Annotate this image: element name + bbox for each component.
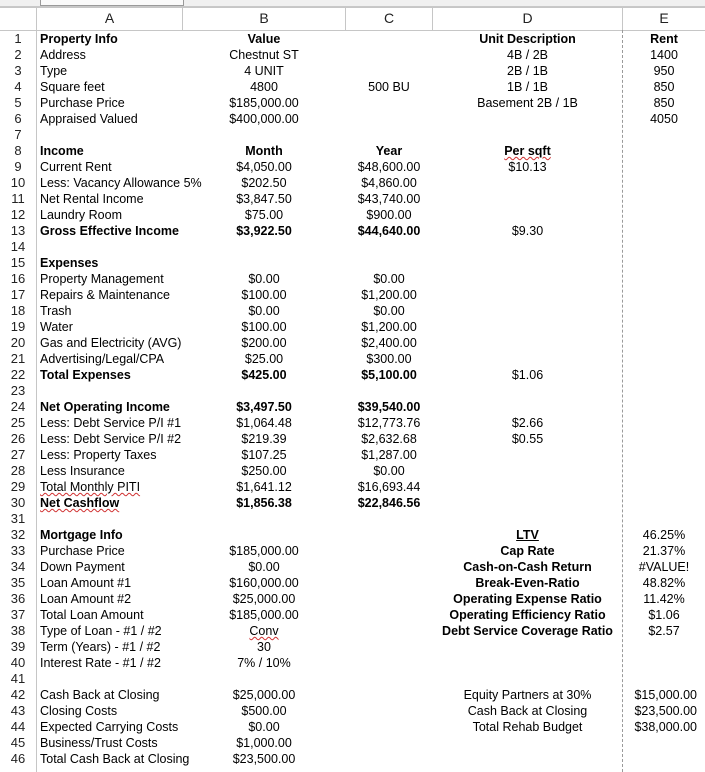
cell-e1[interactable]: Rent — [650, 32, 678, 46]
cell-e6[interactable]: 4050 — [650, 112, 678, 126]
row-header-divider — [36, 7, 37, 772]
cell-a17[interactable]: Repairs & Maintenance — [40, 288, 170, 302]
row-header-9[interactable]: 9 — [14, 159, 22, 174]
cell-a46[interactable]: Total Cash Back at Closing — [40, 752, 190, 766]
cell-b16[interactable]: $0.00 — [248, 272, 280, 286]
cell-b26[interactable]: $219.39 — [241, 432, 287, 446]
cell-b12[interactable]: $75.00 — [244, 208, 284, 222]
cell-d32[interactable]: LTV — [516, 528, 539, 542]
cell-c25[interactable]: $12,773.76 — [357, 416, 421, 430]
row-header-17[interactable]: 17 — [10, 287, 26, 302]
cell-e37[interactable]: $1.06 — [648, 608, 680, 622]
row-header-45[interactable]: 45 — [10, 735, 26, 750]
row-header-2[interactable]: 2 — [14, 47, 22, 62]
cell-a37[interactable]: Total Loan Amount — [40, 608, 144, 622]
select-all-corner[interactable] — [0, 7, 36, 30]
row-header-1[interactable]: 1 — [14, 31, 22, 46]
row-header-4[interactable]: 4 — [14, 79, 22, 94]
cell-a9[interactable]: Current Rent — [40, 160, 112, 174]
cell-e44[interactable]: $38,000.00 — [634, 720, 697, 734]
cell-c20[interactable]: $2,400.00 — [361, 336, 417, 350]
row-header-32[interactable]: 32 — [10, 527, 26, 542]
cell-a27[interactable]: Less: Property Taxes — [40, 448, 157, 462]
cell-b40[interactable]: 7% / 10% — [237, 656, 291, 670]
row-header-27[interactable]: 27 — [10, 447, 26, 462]
row-header-44[interactable]: 44 — [10, 719, 26, 734]
row-header-41[interactable]: 41 — [10, 671, 26, 686]
cell-d9[interactable]: $10.13 — [508, 160, 547, 174]
cell-c19[interactable]: $1,200.00 — [361, 320, 417, 334]
cell-b44[interactable]: $0.00 — [248, 720, 280, 734]
cell-d37[interactable]: Operating Efficiency Ratio — [449, 608, 606, 622]
cell-d33[interactable]: Cap Rate — [500, 544, 555, 558]
cell-a16[interactable]: Property Management — [40, 272, 164, 286]
row-header-42[interactable]: 42 — [10, 687, 26, 702]
cell-b39[interactable]: 30 — [257, 640, 271, 654]
row-header-35[interactable]: 35 — [10, 575, 26, 590]
row-header-22[interactable]: 22 — [10, 367, 26, 382]
cell-a8[interactable]: Income — [40, 144, 84, 158]
cell-c24[interactable]: $39,540.00 — [357, 400, 421, 414]
cell-a11[interactable]: Net Rental Income — [40, 192, 144, 206]
cell-d35[interactable]: Break-Even-Ratio — [475, 576, 580, 590]
cell-a12[interactable]: Laundry Room — [40, 208, 122, 222]
cell-c18[interactable]: $0.00 — [373, 304, 405, 318]
cell-c30[interactable]: $22,846.56 — [357, 496, 421, 510]
cell-b1[interactable]: Value — [247, 32, 281, 46]
cell-b35[interactable]: $160,000.00 — [229, 576, 299, 590]
cell-c13[interactable]: $44,640.00 — [357, 224, 421, 238]
column-divider — [432, 7, 433, 30]
row-header-46[interactable]: 46 — [10, 751, 26, 766]
cell-d4[interactable]: 1B / 1B — [507, 80, 548, 94]
column-divider — [182, 7, 183, 30]
name-box-fragment[interactable] — [40, 0, 184, 6]
cell-c16[interactable]: $0.00 — [373, 272, 405, 286]
row-header-19[interactable]: 19 — [10, 319, 26, 334]
row-header-15[interactable]: 15 — [10, 255, 26, 270]
cell-b22[interactable]: $425.00 — [241, 368, 287, 382]
cell-c27[interactable]: $1,287.00 — [361, 448, 417, 462]
row-header-24[interactable]: 24 — [10, 399, 26, 414]
row-header-3[interactable]: 3 — [14, 63, 22, 78]
cell-b8[interactable]: Month — [245, 144, 283, 158]
row-header-12[interactable]: 12 — [10, 207, 26, 222]
cell-d36[interactable]: Operating Expense Ratio — [453, 592, 602, 606]
row-header-5[interactable]: 5 — [14, 95, 22, 110]
cell-a6[interactable]: Appraised Valued — [40, 112, 138, 126]
cell-d1[interactable]: Unit Description — [479, 32, 576, 46]
cell-e36[interactable]: 11.42% — [643, 592, 685, 606]
cell-a36[interactable]: Loan Amount #2 — [40, 592, 132, 606]
cell-b24[interactable]: $3,497.50 — [236, 400, 292, 414]
page-break-line — [622, 30, 623, 772]
cell-e2[interactable]: 1400 — [650, 48, 678, 62]
row-header-25[interactable]: 25 — [10, 415, 26, 430]
cell-a19[interactable]: Water — [40, 320, 73, 334]
cell-b18[interactable]: $0.00 — [248, 304, 280, 318]
cell-a1[interactable]: Property Info — [40, 32, 118, 46]
cell-d44[interactable]: Total Rehab Budget — [472, 720, 583, 734]
row-header-33[interactable]: 33 — [10, 543, 26, 558]
cell-a43[interactable]: Closing Costs — [40, 704, 118, 718]
cell-d2[interactable]: 4B / 2B — [507, 48, 548, 62]
cell-c29[interactable]: $16,693.44 — [357, 480, 421, 494]
row-header-13[interactable]: 13 — [10, 223, 26, 238]
cell-a33[interactable]: Purchase Price — [40, 544, 125, 558]
cell-a13[interactable]: Gross Effective Income — [40, 224, 179, 238]
column-divider — [345, 7, 346, 30]
cell-a44[interactable]: Expected Carrying Costs — [40, 720, 179, 734]
cell-b2[interactable]: Chestnut ST — [229, 48, 299, 62]
cell-a3[interactable]: Type — [40, 64, 68, 78]
cell-c9[interactable]: $48,600.00 — [357, 160, 421, 174]
column-header-c[interactable]: C — [346, 7, 432, 30]
cell-a22[interactable]: Total Expenses — [40, 368, 131, 382]
cell-b28[interactable]: $250.00 — [241, 464, 287, 478]
cell-a29[interactable]: Total Monthly PITI — [40, 480, 141, 494]
cell-a5[interactable]: Purchase Price — [40, 96, 125, 110]
cell-a10[interactable]: Less: Vacancy Allowance 5% — [40, 176, 202, 190]
cell-e4[interactable]: 850 — [653, 80, 675, 94]
row-header-18[interactable]: 18 — [10, 303, 26, 318]
row-header-34[interactable]: 34 — [10, 559, 26, 574]
cell-a18[interactable]: Trash — [40, 304, 72, 318]
cell-b20[interactable]: $200.00 — [241, 336, 287, 350]
cell-e33[interactable]: 21.37% — [642, 544, 686, 558]
cell-b37[interactable]: $185,000.00 — [229, 608, 299, 622]
cell-a25[interactable]: Less: Debt Service P/I #1 — [40, 416, 182, 430]
cell-a38[interactable]: Type of Loan - #1 / #2 — [40, 624, 162, 638]
cell-b33[interactable]: $185,000.00 — [229, 544, 299, 558]
row-header-7[interactable]: 7 — [14, 127, 22, 142]
cell-b46[interactable]: $23,500.00 — [232, 752, 296, 766]
row-header-8[interactable]: 8 — [14, 143, 22, 158]
column-header-d[interactable]: D — [433, 7, 622, 30]
row-header-40[interactable]: 40 — [10, 655, 26, 670]
cell-e3[interactable]: 950 — [653, 64, 675, 78]
column-header-b[interactable]: B — [183, 7, 345, 30]
cell-d43[interactable]: Cash Back at Closing — [467, 704, 588, 718]
row-header-43[interactable]: 43 — [10, 703, 26, 718]
cell-a42[interactable]: Cash Back at Closing — [40, 688, 160, 702]
cell-a2[interactable]: Address — [40, 48, 86, 62]
row-header-37[interactable]: 37 — [10, 607, 26, 622]
cell-c12[interactable]: $900.00 — [366, 208, 412, 222]
cell-a26[interactable]: Less: Debt Service P/I #2 — [40, 432, 182, 446]
row-header-16[interactable]: 16 — [10, 271, 26, 286]
cell-a39[interactable]: Term (Years) - #1 / #2 — [40, 640, 161, 654]
cell-e42[interactable]: $15,000.00 — [634, 688, 697, 702]
cell-c26[interactable]: $2,632.68 — [361, 432, 417, 446]
cell-b27[interactable]: $107.25 — [241, 448, 287, 462]
cell-e34[interactable]: #VALUE! — [638, 560, 690, 574]
cell-b3[interactable]: 4 UNIT — [244, 64, 284, 78]
cell-d3[interactable]: 2B / 1B — [507, 64, 548, 78]
cell-c28[interactable]: $0.00 — [373, 464, 405, 478]
cell-b9[interactable]: $4,050.00 — [236, 160, 292, 174]
row-header-21[interactable]: 21 — [10, 351, 26, 366]
cell-b11[interactable]: $3,847.50 — [236, 192, 292, 206]
row-header-38[interactable]: 38 — [10, 623, 26, 638]
toolbar-strip — [0, 0, 705, 7]
cell-d13[interactable]: $9.30 — [511, 224, 544, 238]
cell-b5[interactable]: $185,000.00 — [229, 96, 299, 110]
cell-a20[interactable]: Gas and Electricity (AVG) — [40, 336, 182, 350]
cell-b6[interactable]: $400,000.00 — [229, 112, 299, 126]
cell-d5[interactable]: Basement 2B / 1B — [477, 96, 578, 110]
row-header-36[interactable]: 36 — [10, 591, 26, 606]
cell-e5[interactable]: 850 — [653, 96, 675, 110]
cell-a28[interactable]: Less Insurance — [40, 464, 125, 478]
row-header-29[interactable]: 29 — [10, 479, 26, 494]
cell-a24[interactable]: Net Operating Income — [40, 400, 170, 414]
cell-a32[interactable]: Mortgage Info — [40, 528, 123, 542]
row-header-28[interactable]: 28 — [10, 463, 26, 478]
cell-c22[interactable]: $5,100.00 — [361, 368, 417, 382]
header-top-border — [0, 7, 705, 8]
cell-a4[interactable]: Square feet — [40, 80, 105, 94]
cell-a35[interactable]: Loan Amount #1 — [40, 576, 132, 590]
cell-b29[interactable]: $1,641.12 — [236, 480, 292, 494]
cell-e38[interactable]: $2.57 — [648, 624, 680, 638]
cell-e35[interactable]: 48.82% — [642, 576, 686, 590]
cell-b19[interactable]: $100.00 — [241, 320, 287, 334]
cell-b42[interactable]: $25,000.00 — [232, 688, 296, 702]
cell-c11[interactable]: $43,740.00 — [357, 192, 421, 206]
cell-d42[interactable]: Equity Partners at 30% — [463, 688, 592, 702]
cell-b45[interactable]: $1,000.00 — [236, 736, 292, 750]
cell-d22[interactable]: $1.06 — [511, 368, 544, 382]
cell-a21[interactable]: Advertising/Legal/CPA — [40, 352, 165, 366]
row-header-23[interactable]: 23 — [10, 383, 26, 398]
cell-c10[interactable]: $4,860.00 — [361, 176, 417, 190]
row-header-10[interactable]: 10 — [10, 175, 26, 190]
cell-a40[interactable]: Interest Rate - #1 / #2 — [40, 656, 161, 670]
row-header-6[interactable]: 6 — [14, 111, 22, 126]
cell-b10[interactable]: $202.50 — [241, 176, 287, 190]
cell-d8[interactable]: Per sqft — [504, 144, 551, 158]
row-header-14[interactable]: 14 — [10, 239, 26, 254]
cell-d26[interactable]: $0.55 — [511, 432, 544, 446]
cell-c17[interactable]: $1,200.00 — [361, 288, 417, 302]
cell-c4[interactable]: 500 BU — [368, 80, 410, 94]
column-header-e[interactable]: E — [623, 7, 705, 30]
row-header-11[interactable]: 11 — [11, 191, 25, 206]
cell-b21[interactable]: $25.00 — [244, 352, 284, 366]
column-divider — [622, 7, 623, 30]
cell-a30[interactable]: Net Cashflow — [40, 496, 120, 510]
cell-d38[interactable]: Debt Service Coverage Ratio — [442, 624, 613, 638]
cell-b43[interactable]: $500.00 — [241, 704, 287, 718]
cell-b30[interactable]: $1,856.38 — [236, 496, 292, 510]
cell-e32[interactable]: 46.25% — [642, 528, 686, 542]
row-header-39[interactable]: 39 — [10, 639, 26, 654]
column-header-a[interactable]: A — [37, 7, 182, 30]
row-header-31[interactable]: 31 — [10, 511, 26, 526]
cell-b17[interactable]: $100.00 — [241, 288, 287, 302]
cell-a15[interactable]: Expenses — [40, 256, 99, 270]
cell-b38[interactable]: Conv — [249, 624, 279, 638]
cell-c8[interactable]: Year — [375, 144, 403, 158]
cell-c21[interactable]: $300.00 — [366, 352, 412, 366]
cell-b13[interactable]: $3,922.50 — [236, 224, 292, 238]
cell-b4[interactable]: 4800 — [250, 80, 278, 94]
cell-b25[interactable]: $1,064.48 — [236, 416, 292, 430]
row-header-20[interactable]: 20 — [10, 335, 26, 350]
cell-a45[interactable]: Business/Trust Costs — [40, 736, 158, 750]
cell-b34[interactable]: $0.00 — [248, 560, 280, 574]
row-header-26[interactable]: 26 — [10, 431, 26, 446]
row-header-30[interactable]: 30 — [10, 495, 26, 510]
cell-d34[interactable]: Cash-on-Cash Return — [463, 560, 592, 574]
cell-d25[interactable]: $2.66 — [511, 416, 544, 430]
cell-b36[interactable]: $25,000.00 — [232, 592, 296, 606]
cell-a34[interactable]: Down Payment — [40, 560, 125, 574]
cell-e43[interactable]: $23,500.00 — [634, 704, 697, 718]
